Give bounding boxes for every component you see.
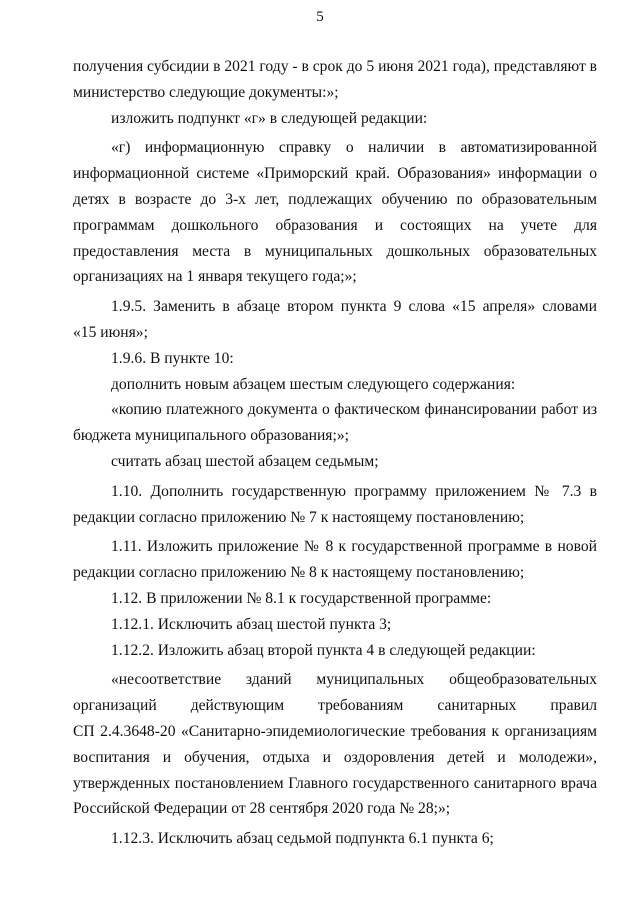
text-line: СП 2.4.3648-20 «Санитарно-эпидемиологические требования к организациям [73,722,597,740]
text-line: «г) информационную справку о наличии в автоматизированной [111,139,597,157]
paragraph [73,638,597,664]
text-line: 1.12.3. Исключить абзац седьмой подпункта 6.1 пункта 6; [111,830,494,848]
text-line: 1.12.1. Исключить абзац шестой пункта 3; [111,615,392,633]
text-line: получения субсидии в 2021 году - в срок до 5 июня 2021 года), представляют в [73,58,598,75]
text-line: организациях на 1 января текущего года;»; [73,268,357,286]
text-line: 1.11. Изложить приложение № 8 к государственной программе в новой [111,538,597,556]
page-number: 5 [316,9,324,25]
text-line: 1.12.2. Изложить абзац второй пункта 4 в следующей редакции: [111,641,536,659]
text-line: информационной системе «Приморский край. Образования» информации о [73,165,597,183]
text-line: организаций действующим требованиям санитарных правил [73,697,597,715]
text-line: 1.10. Дополнить государственную программу приложением № 7.3 в [111,482,597,500]
paragraph [73,54,597,106]
text-line: считать абзац шестой абзацем седьмым; [111,452,379,470]
paragraph [73,346,597,372]
paragraph [73,612,597,638]
text-line: 1.9.6. В пункте 10: [111,349,234,367]
text-line: предоставления места в муниципальных дошкольных образовательных [73,242,597,260]
paragraph [73,667,597,822]
text-line: воспитания и обучения, отдыха и оздоровления детей и молодежи», [73,748,597,766]
text-line: «15 июня»; [73,323,148,341]
paragraph [73,534,597,586]
text-line: «несоответствие зданий муниципальных общеобразовательных [111,671,597,689]
paragraph [73,135,597,290]
text-line: «копию платежного документа о фактическом финансировании работ из [111,401,597,419]
text-line: редакции согласно приложению № 8 к настоящему постановлению; [73,564,525,582]
text-line: 1.9.5. Заменить в абзаце втором пункта 9 слова «15 апреля» словами [111,298,597,316]
paragraph [73,449,597,475]
paragraph [73,372,597,398]
paragraph [73,397,597,449]
paragraph [73,826,597,852]
text-line: 1.12. В приложении № 8.1 к государственной программе: [111,589,492,607]
text-line: утвержденных постановлением Главного государственного санитарного врача [73,774,597,792]
text-line: программам дошкольного образования и состоящих на учете для [73,216,597,234]
paragraph [73,479,597,531]
text-line: детях в возрасте до 3-х лет, подлежащих обучению по образовательным [73,190,597,208]
text-line: министерство следующие документы:»; [73,83,339,101]
text-line: бюджета муниципального образования;»; [73,427,349,445]
paragraph [73,106,597,132]
document-body [73,54,597,852]
text-line: изложить подпункт «г» в следующей редакции: [111,109,428,127]
text-line: редакции согласно приложению № 7 к настоящему постановлению; [73,508,525,526]
text-line: Российской Федерации от 28 сентября 2020 года № 28;»; [73,800,451,818]
text-line: дополнить новым абзацем шестым следующего содержания: [111,375,516,393]
paragraph [73,294,597,346]
paragraph [73,586,597,612]
